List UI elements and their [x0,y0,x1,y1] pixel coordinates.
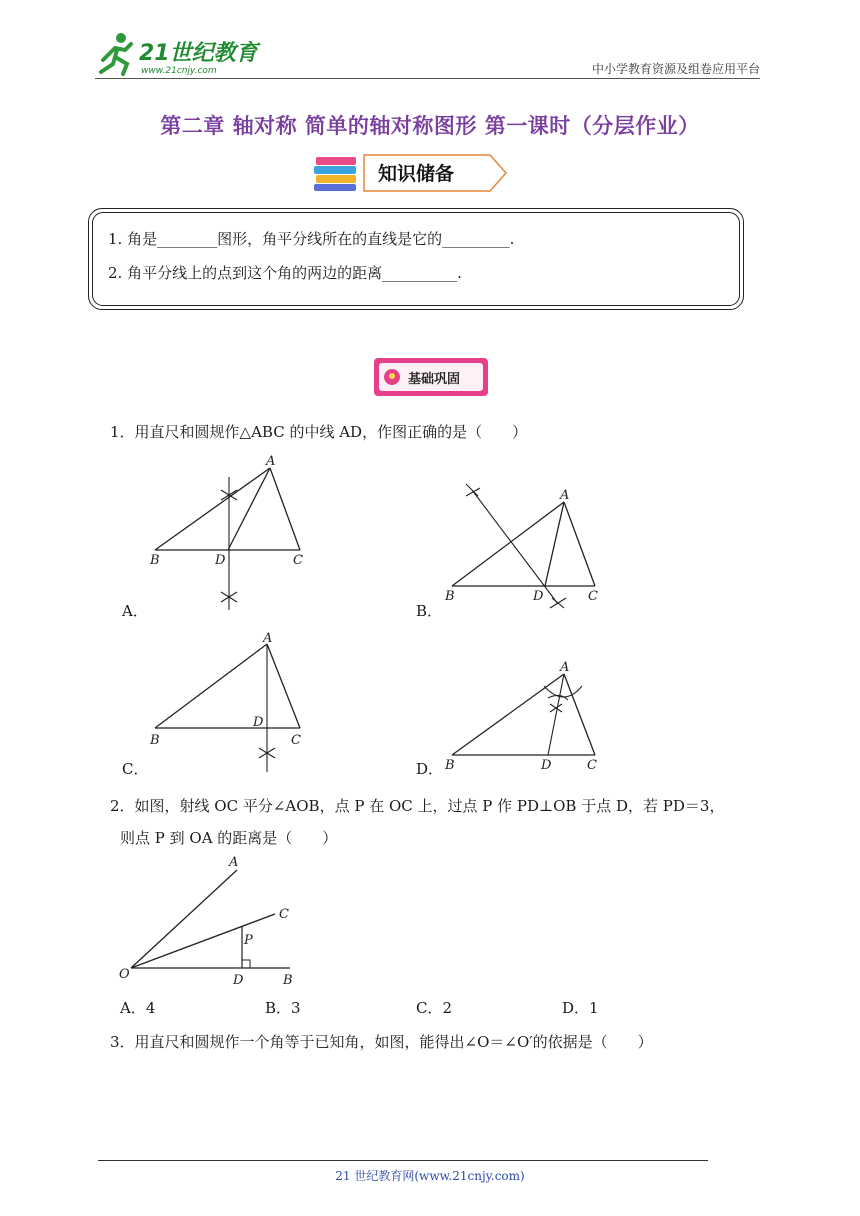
label-a: A [560,488,570,503]
option-d: D． [416,760,444,778]
question-1-stem: 1．用直尺和圆规作△ABC 的中线 AD，作图正确的是（ ） [110,423,528,441]
label-b: B [150,733,160,748]
question-2-stem-line2: 则点 P 到 OA 的距离是（ ） [120,829,338,847]
figure-option-b [440,478,610,613]
label-b: B [445,589,455,604]
logo-runner-icon [95,30,265,78]
label-a: A [229,855,239,870]
option-b: B． [416,602,443,620]
q2-option-d: D．1 [562,999,599,1017]
label-c: C [279,907,289,922]
knowledge-item: 1. 角是________图形，角平分线所在的直线是它的_________. [108,230,515,248]
basic-label: 基础巩固 [408,372,461,387]
figure-option-c [145,632,315,777]
logo [95,30,265,78]
knowledge-label: 知识储备 [378,163,455,185]
site-name: 中小学教育资源及组卷应用平台 [591,62,760,76]
page-title: 第二章 轴对称 简单的轴对称图形 第一课时（分层作业） [160,114,700,138]
label-c: C [588,589,598,604]
label-b: B [283,973,293,988]
label-c: C [291,733,301,748]
label-c: C [293,553,303,568]
label-b: B [150,553,160,568]
books-icon [314,157,356,191]
label-o: O [119,967,130,982]
question-2-stem-line1: 2．如图，射线 OC 平分∠AOB，点 P 在 OC 上，过点 P 作 PD⊥OB 于点 D，若 PD＝3， [110,797,725,815]
label-b: B [445,758,455,773]
figure-question-2 [115,850,305,990]
label-a: A [266,454,276,469]
logo-text: 21世纪教育 [139,41,258,66]
label-c: C [587,758,597,773]
knowledge-box-inner [92,212,740,306]
q2-option-b: B．3 [265,999,301,1017]
footer-text: 21 世纪教育网(www.21cnjy.com) [335,1169,525,1183]
label-d: D [233,973,244,988]
label-d: D [215,553,226,568]
label-d: D [533,589,544,604]
q2-option-a: A．4 [120,999,156,1017]
knowledge-item: 2. 角平分线上的点到这个角的两边的距离__________. [108,264,462,282]
header-divider [95,78,760,79]
label-a: A [263,632,273,646]
label-d: D [541,758,552,773]
option-c: C． [122,760,149,778]
label-d: D [253,715,264,730]
q2-option-c: C．2 [416,999,453,1017]
logo-url: www.21cnjy.com [141,66,217,76]
label-a: A [560,660,570,675]
option-a: A． [122,602,148,620]
question-3-stem: 3．用直尺和圆规作一个角等于已知角，如图，能得出∠O＝∠O′的依据是（ ） [110,1033,653,1051]
label-p: P [244,933,253,948]
lightbulb-icon [384,369,400,385]
figure-option-a [145,452,315,620]
footer-divider [98,1160,708,1161]
figure-option-d [440,656,610,776]
